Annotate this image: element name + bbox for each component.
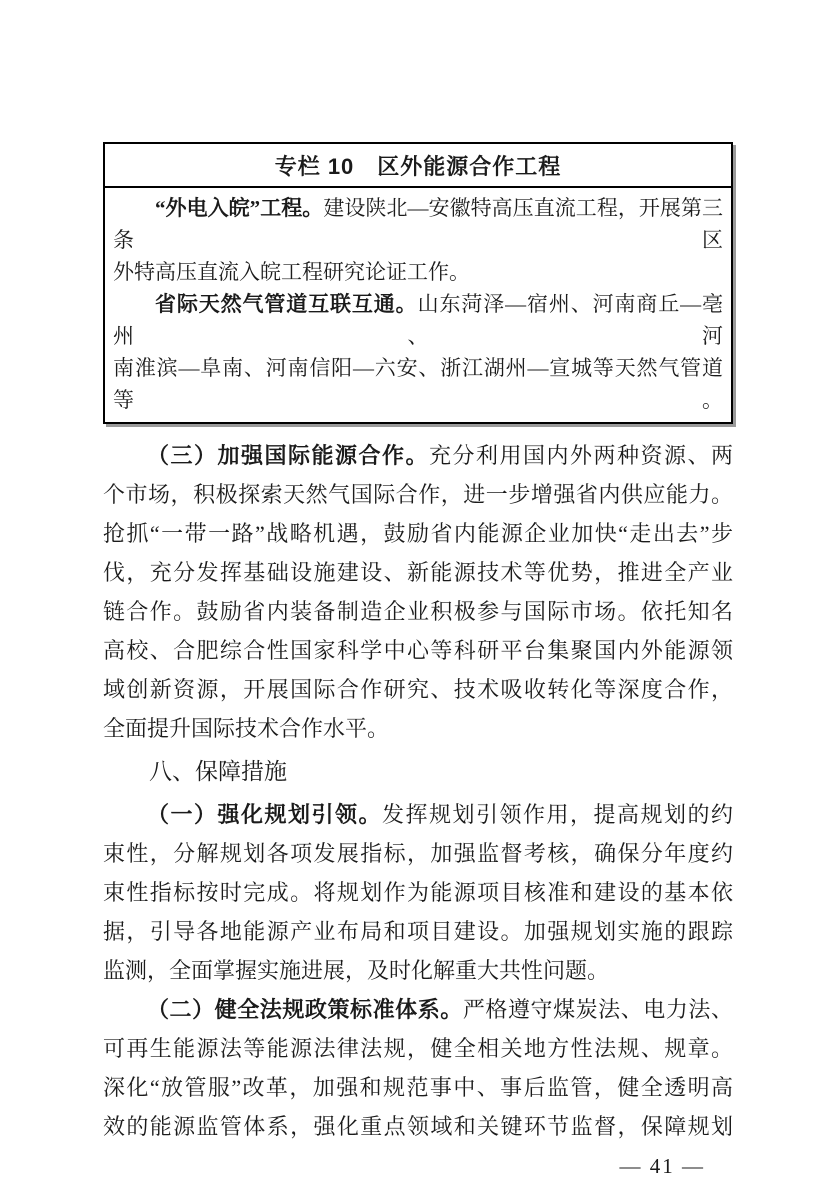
text-line [113,192,723,256]
text-line: 抢抓“一带一路”战略机遇，鼓励省内能源企业加快“走出去”步 [103,521,733,546]
text-line [103,795,733,834]
text-line [113,288,723,352]
paragraph-text: 充分利用国内外两种资源、两 [429,443,733,468]
paragraph-text: 建设陕北—安徽特高压直流工程，开展第三条区 [113,196,724,252]
text-line: 全面提升国际技术合作水平。 [103,716,390,741]
text-line [103,436,733,475]
text-line: 外特高压直流入皖工程研究论证工作。 [113,260,470,284]
text-line: 个市场，积极探索天然气国际合作，进一步增强省内供应能力。 [103,482,733,507]
paragraph-lead: （二）健全法规政策标准体系。 [147,997,463,1022]
paragraph-lead: “外电入皖”工程。 [155,196,324,220]
page-number: — 41 — [619,1154,705,1178]
text-line: 深化“放管服”改革，加强和规范事中、事后监管，健全透明高 [103,1075,734,1100]
text-line: 束性指标按时完成。将规划作为能源项目核准和建设的基本依 [103,880,733,905]
paragraph-lead: 省际天然气管道互联互通。 [155,292,418,316]
paragraph-lead: （三）加强国际能源合作。 [147,443,429,468]
text-line: 域创新资源，开展国际合作研究、技术吸收转化等深度合作， [103,677,733,702]
text-line: 高校、合肥综合性国家科学中心等科研平台集聚国内外能源领 [103,638,733,663]
text-line: 伐，充分发挥基础设施建设、新能源技术等优势，推进全产业 [103,560,733,585]
text-line: 据，引导各地能源产业布局和项目建设。加强规划实施的跟踪 [103,919,733,944]
text-line: 效的能源监管体系，强化重点领域和关键环节监督，保障规划 [103,1114,733,1139]
document-body [103,436,733,1146]
paragraph-text: 严格遵守煤炭法、电力法、 [462,997,733,1022]
callout-box-body [105,188,731,422]
text-line [103,990,733,1029]
paragraph-text: 山东菏泽—宿州、河南商丘—亳州、河 [113,292,724,348]
text-line: 南淮滨—阜南、河南信阳—六安、浙江湖州—宣城等天然气管道等。 [113,356,723,412]
callout-box [103,142,733,424]
text-line: 可再生能源法等能源法律法规，健全相关地方性法规、规章。 [103,1036,733,1061]
page-footer [103,1154,733,1179]
text-line: 束性，分解规划各项发展指标，加强监督考核，确保分年度约 [103,841,733,866]
paragraph-lead: （一）强化规划引领。 [147,802,382,827]
paragraph-text: 发挥规划引领作用，提高规划的约 [382,802,733,827]
callout-box-title: 专栏 10 区外能源合作工程 [105,144,731,188]
page-content [103,142,733,1179]
text-line: 链合作。鼓励省内装备制造企业积极参与国际市场。依托知名 [103,599,733,624]
text-line: 监测，全面掌握实施进展，及时化解重大共性问题。 [103,958,610,983]
section-heading: 八、保障措施 [149,758,287,784]
